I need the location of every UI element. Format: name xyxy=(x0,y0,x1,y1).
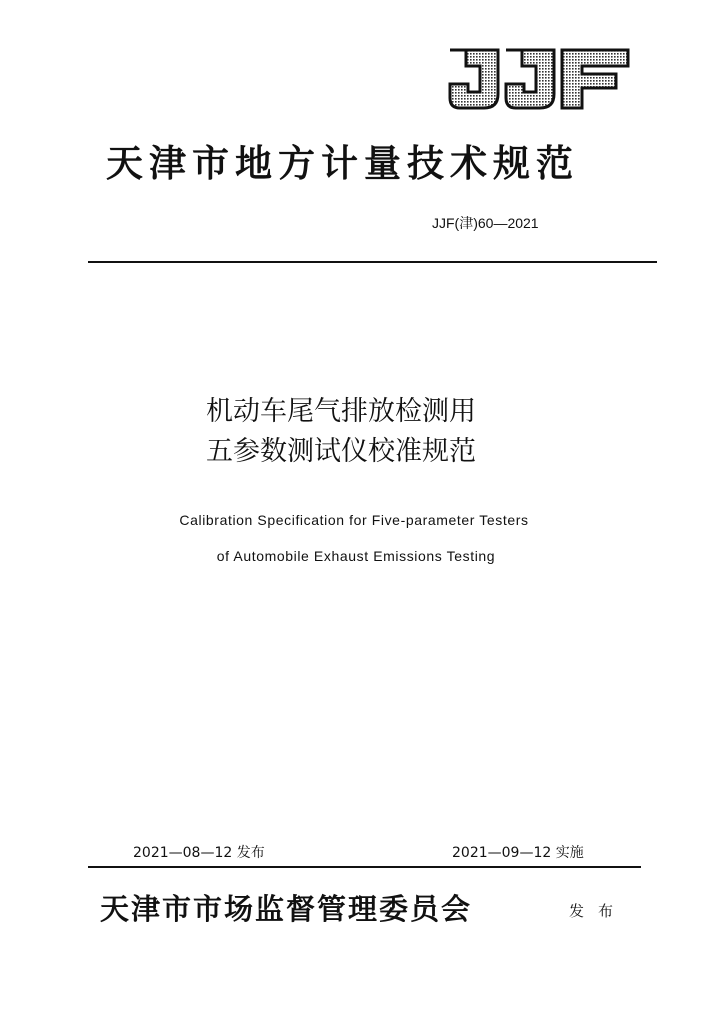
title-cn-line1: 机动车尾气排放检测用 xyxy=(206,396,476,427)
bottom-divider xyxy=(88,866,641,868)
standard-number: JJF(津)60—2021 xyxy=(432,215,539,231)
issue-label: 发布 xyxy=(569,902,628,920)
issuer-name: 天津市市场监督管理委员会 xyxy=(100,892,473,926)
top-divider xyxy=(88,261,657,263)
title-cn-line2: 五参数测试仪校准规范 xyxy=(206,436,476,467)
issuing-body-title: 天津市地方计量技术规范 xyxy=(106,141,579,185)
document-title-cn xyxy=(206,392,476,472)
jjf-logo-icon xyxy=(446,44,632,114)
title-en-line2: of Automobile Exhaust Emissions Testing xyxy=(216,548,496,564)
issue-date: 2021—08—12 发布 xyxy=(133,845,265,861)
implementation-date: 2021—09—12 实施 xyxy=(452,845,584,861)
title-en-line1: Calibration Specification for Five-parameter Testers xyxy=(179,512,529,528)
